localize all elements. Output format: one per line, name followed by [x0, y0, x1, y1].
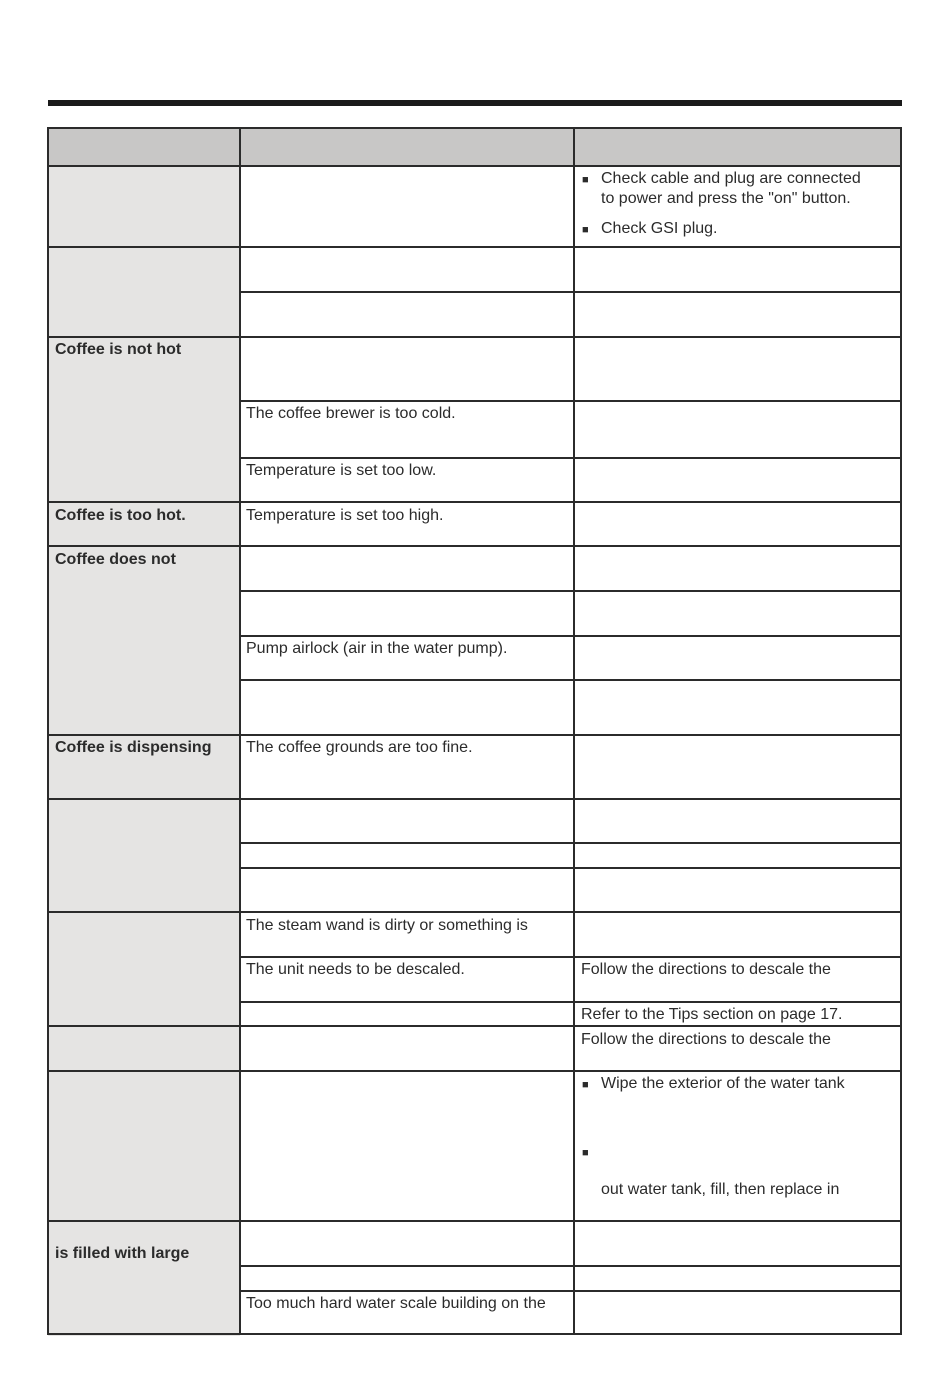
bullet-icon: ■: [582, 174, 589, 186]
cause-text: Temperature is set too low.: [246, 462, 437, 479]
problem-label: Coffee is dispensing: [55, 739, 212, 756]
problem-label: Coffee does not: [55, 551, 176, 568]
solution-text: Follow the directions to descale the: [581, 961, 831, 978]
solution-text: Check GSI plug.: [601, 220, 718, 237]
cause-text: Pump airlock (air in the water pump).: [246, 640, 508, 657]
cause-text: The unit needs to be descaled.: [246, 961, 465, 978]
bullet-icon: ■: [582, 1079, 589, 1091]
solution-text: Follow the directions to descale the: [581, 1031, 831, 1048]
cause-text: Temperature is set too high.: [246, 507, 444, 524]
table-header-row: [48, 128, 902, 166]
problem-label: Coffee is not hot: [55, 341, 182, 358]
cause-text: The coffee brewer is too cold.: [246, 405, 456, 422]
cause-text: The coffee grounds are too fine.: [246, 739, 473, 756]
solution-text: Wipe the exterior of the water tank: [601, 1075, 845, 1092]
bullet-icon: ■: [582, 1147, 589, 1159]
solution-text: to power and press the "on" button.: [601, 190, 851, 207]
solution-text: Check cable and plug are connected: [601, 170, 861, 187]
solution-text: Refer to the Tips section on page 17.: [581, 1006, 843, 1023]
solution-text: out water tank, fill, then replace in: [601, 1181, 840, 1198]
cause-text: The steam wand is dirty or something is: [246, 917, 528, 934]
problem-label: is filled with large: [55, 1245, 190, 1262]
cause-text: Too much hard water scale building on the: [246, 1295, 546, 1312]
problem-label: Coffee is too hot.: [55, 507, 186, 524]
bullet-icon: ■: [582, 224, 589, 236]
